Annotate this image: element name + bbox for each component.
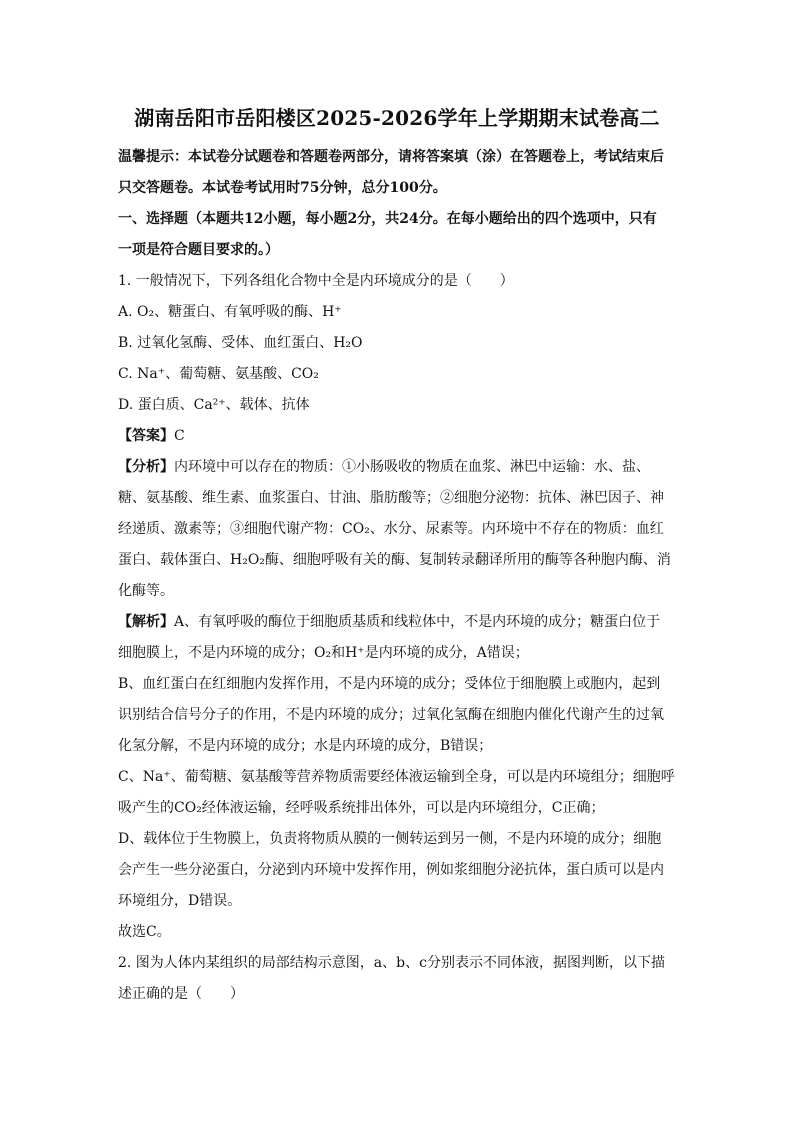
conclusion-line: 故选C。	[118, 924, 171, 940]
section-heading-line-1: 一、选择题（本题共12小题，每小题2分，共24分。在每小题给出的四个选项中，只有	[118, 211, 657, 227]
question-1-option-a: A. O₂、糖蛋白、有氧呼吸的酶、H⁺	[118, 304, 342, 320]
analysis-tag: 【分析】	[118, 459, 174, 475]
explain-line-1	[118, 607, 676, 638]
analysis-line-3: 经递质、激素等；③细胞代谢产物：CO₂、水分、尿素等。内环境中不存在的物质：血红	[118, 521, 664, 537]
explain-line-8: D、载体位于生物膜上，负责将物质从膜的一侧转运到另一侧，不是内环境的成分；细胞	[118, 831, 662, 847]
analysis-line-4: 蛋白、载体蛋白、H₂O₂酶、细胞呼吸有关的酶、复制转录翻译所用的酶等各种胞内酶、消	[118, 552, 671, 568]
answer-tag: 【答案】	[118, 428, 174, 444]
analysis-line-1	[118, 452, 676, 483]
explain-line-5: 化氢分解，不是内环境的成分；水是内环境的成分，B错误；	[118, 738, 493, 754]
explain-tag: 【解析】	[118, 614, 174, 630]
explain-line-3: B、血红蛋白在红细胞内发挥作用，不是内环境的成分；受体位于细胞膜上或胞内，起到	[118, 676, 661, 692]
explain-line-9: 会产生一些分泌蛋白，分泌到内环境中发挥作用，例如浆细胞分泌抗体，蛋白质可以是内	[118, 862, 664, 878]
question-2-stem-line-2: 述正确的是（ ）	[118, 986, 244, 1002]
analysis-line-5: 化酶等。	[118, 583, 174, 599]
explain-line-2: 细胞膜上，不是内环境的成分；O₂和H⁺是内环境的成分，A错误；	[118, 645, 529, 661]
answer-line	[118, 421, 676, 452]
explain-line-4: 识别结合信号分子的作用，不是内环境的成分；过氧化氢酶在细胞内催化代谢产生的过氧	[118, 707, 664, 723]
explain-line-7: 吸产生的CO₂经体液运输，经呼吸系统排出体外，可以是内环境组分，C正确；	[118, 800, 605, 816]
question-1-option-b: B. 过氧化氢酶、受体、血红蛋白、H₂O	[118, 335, 363, 351]
analysis-line-2: 糖、氨基酸、维生素、血浆蛋白、甘油、脂肪酸等；②细胞分泌物：抗体、淋巴因子、神	[118, 490, 664, 506]
explain-line-6: C、Na⁺、葡萄糖、氨基酸等营养物质需要经体液运输到全身，可以是内环境组分；细胞呼	[118, 769, 675, 785]
question-1-option-d: D. 蛋白质、Ca²⁺、载体、抗体	[118, 397, 310, 413]
page-title: 湖南岳阳市岳阳楼区2025-2026学年上学期期末试卷高二	[134, 106, 660, 130]
section-heading-line-2: 一项是符合题目要求的。）	[118, 242, 279, 258]
question-2-stem-line-1: 2. 图为人体内某组织的局部结构示意图，a、b、c分别表示不同体液，据图判断，以下描	[118, 955, 665, 971]
explain-text-1: A、有氧呼吸的酶位于细胞质基质和线粒体中，不是内环境的成分；糖蛋白位于	[174, 614, 661, 630]
answer-value: C	[174, 428, 185, 444]
notice-line-2: 只交答题卷。本试卷考试用时75分钟，总分100分。	[118, 180, 447, 196]
explain-line-10: 环境组分，D错误。	[118, 893, 242, 909]
question-1-stem: 1. 一般情况下，下列各组化合物中全是内环境成分的是（ ）	[118, 273, 514, 289]
analysis-text-1: 内环境中可以存在的物质：①小肠吸收的物质在血浆、淋巴中运输：水、盐、	[174, 459, 650, 475]
question-1-option-c: C. Na⁺、葡萄糖、氨基酸、CO₂	[118, 366, 319, 382]
notice-line-1: 温馨提示：本试卷分试题卷和答题卷两部分，请将答案填（涂）在答题卷上，考试结束后	[118, 149, 664, 165]
